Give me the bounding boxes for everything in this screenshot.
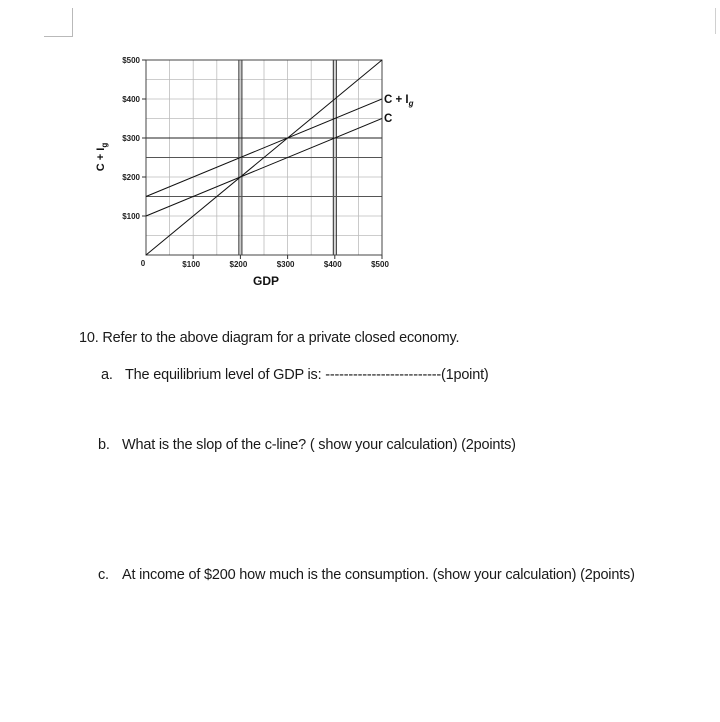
part-b-text: What is the slop of the c-line? ( show your calculation) (2points) [122, 437, 516, 453]
series-label-main: C + I [384, 94, 409, 106]
question-part-b [98, 437, 516, 453]
question-number: 10. [79, 330, 99, 346]
y-axis-label-main: C + I [95, 147, 107, 172]
series-label [384, 113, 392, 125]
question-text: Refer to the above diagram for a private closed economy. [102, 330, 460, 346]
question-part-c [98, 567, 635, 583]
part-a-marker: a. [101, 367, 113, 383]
x-axis-label: GDP [252, 274, 280, 288]
series-label-sub: g [408, 99, 414, 108]
x-tick-label: $500 [371, 260, 389, 269]
x-tick-label: $200 [229, 260, 248, 269]
x-tick-label: $400 [323, 260, 342, 269]
x-tick-label: $300 [276, 260, 295, 269]
part-a-text: The equilibrium level of GDP is: -------------------------(1point) [125, 367, 489, 383]
y-tick-label: $200 [122, 173, 140, 182]
question-10 [79, 330, 459, 346]
chart-svg [0, 0, 720, 300]
y-axis-label [95, 143, 109, 172]
series-label [384, 94, 414, 108]
y-axis-label-sub: g [100, 142, 109, 148]
origin-label: 0 [140, 259, 146, 268]
part-c-text: At income of $200 how much is the consumption. (show your calculation) (2points) [122, 567, 635, 583]
y-tick-label: $100 [122, 212, 140, 221]
series-label-main: C [384, 113, 393, 125]
y-tick-label: $500 [122, 56, 140, 65]
y-tick-label: $400 [122, 95, 140, 104]
x-tick-label: $100 [182, 260, 201, 269]
part-c-marker: c. [98, 567, 109, 583]
part-b-marker: b. [98, 437, 110, 453]
question-part-a [101, 367, 489, 383]
consumption-chart [0, 0, 720, 300]
y-tick-label: $300 [122, 134, 140, 143]
